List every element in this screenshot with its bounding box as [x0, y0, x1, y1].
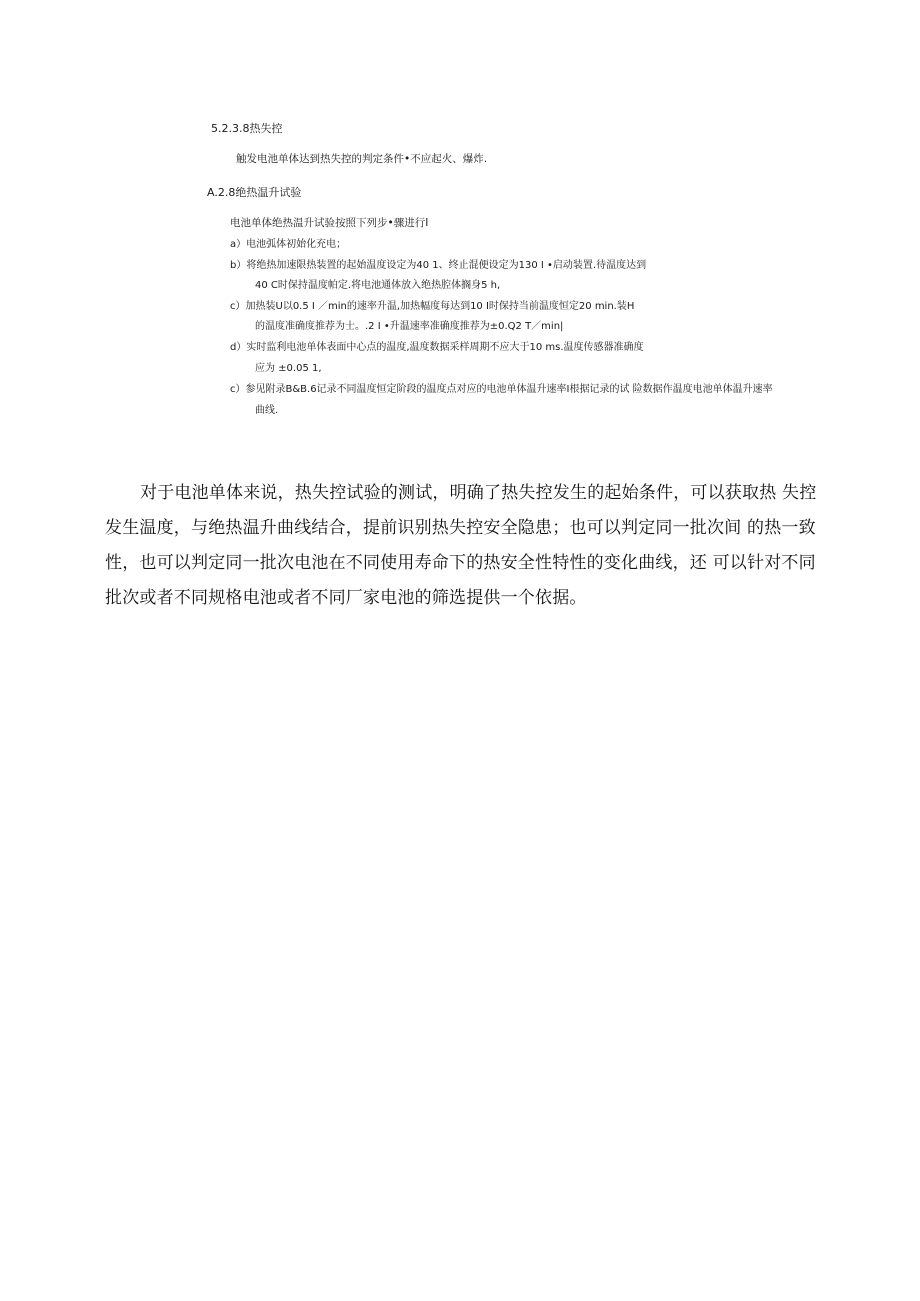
section-5238-text: 触发电池单体达到热失控的判定条件•不应起火、爆炸.: [236, 153, 488, 165]
step-b-continued: 40 C时保持温度帕定.将电池通体放入绝热腔体搁身5 h,: [255, 280, 501, 291]
step-d-continued: 应为 ±0.05 1,: [255, 363, 322, 374]
section-5238-heading: 5.2.3.8热失控: [211, 122, 283, 135]
step-e-continued: 曲线.: [255, 405, 279, 416]
step-e: c）参见附录B&B.6记录不同温度恒定阶段的温度点对应的电池单体温升速率I根据记录的试 险数据作温度电池单体温升速率: [230, 384, 773, 395]
section-A28-intro: 电池单体绝热温升试验按照下列步•骤进行I: [230, 217, 429, 229]
step-c: c）加热装U以0.5 I ／min的速率升温,加热幅度每达到10 I时保持当前温度恒定20 min.装H: [230, 301, 635, 312]
step-a: a）电池弧体初始化充电；: [230, 239, 347, 250]
body-paragraph: 对于电池单体来说，热失控试验的测试，明确了热失控发生的起始条件，可以获取热 失控发生温度，与绝热温升曲线结合，提前识别热失控安全隐患；也可以判定同一批次间 的热一致性，也可以判定同一批次电池在不同使用寿命下的热安全性特性的变化曲线，还 可以针对不同批次或者不同规格电池或者不同厂家电池的筛选提供一个依据。: [105, 483, 817, 608]
step-b: b）将绝热加速限热装置的起始温度设定为40 1、终止混便设定为130 I •启动装置.待温度达到: [230, 260, 647, 271]
step-d: d）实时监利电池单体表面中心点的温度,温度数据采样周期不应大于10 ms.温度传感器准确度: [230, 342, 644, 353]
section-A28-heading: A.2.8绝热温升试验: [207, 186, 302, 199]
step-c-continued: 的温度准确度推荐为士。.2 I •升温速率准确度推荐为±0.Q2 T／min|: [255, 321, 564, 332]
